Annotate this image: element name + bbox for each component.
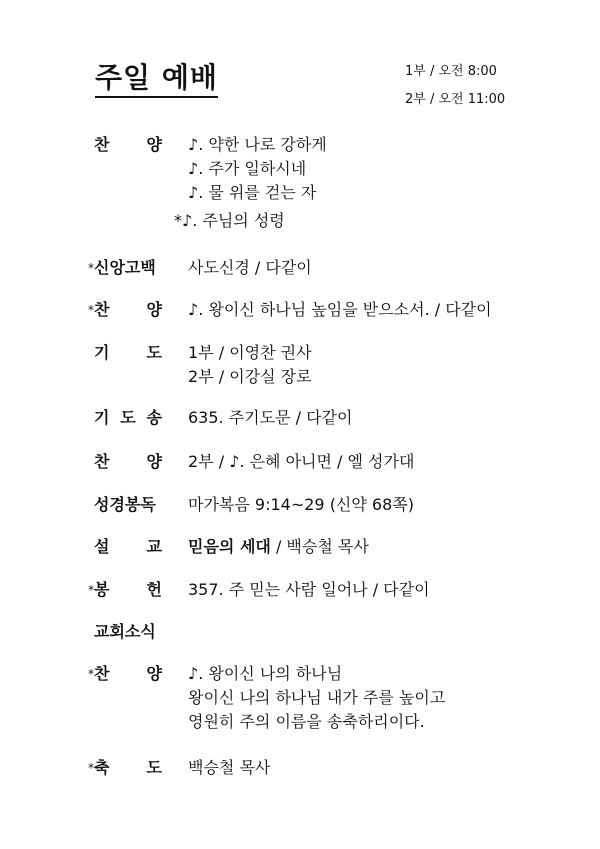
page-title: 주일 예배 — [95, 60, 218, 98]
sermon-preacher: / 백승철 목사 — [270, 537, 369, 556]
hymn-line: ♪. 주가 일하시네 — [188, 159, 307, 178]
service-time-second: 2부 / 오전 11:00 — [405, 92, 506, 107]
service-time-first: 1부 / 오전 8:00 — [405, 64, 497, 79]
order-label: 신앙고백 — [94, 258, 156, 277]
prayer-line: 2부 / 이강실 장로 — [188, 367, 312, 386]
service-schedule — [405, 58, 505, 114]
order-label: 기 도 송 — [94, 408, 162, 427]
prayer-line: 1부 / 이영찬 권사 — [188, 343, 312, 362]
stand-mark: * — [88, 667, 94, 681]
order-content: ♪. 왕이신 하나님 높임을 받으소서. / 다같이 — [188, 300, 492, 319]
order-label: 찬 양 — [94, 135, 162, 154]
order-label: 봉 헌 — [94, 580, 162, 599]
hymn-line: ♪. 왕이신 나의 하나님 — [188, 664, 343, 683]
hymn-line-starred: *♪. 주님의 성령 — [174, 211, 285, 230]
order-label: 축 도 — [94, 758, 162, 777]
hymn-line: ♪. 물 위를 걷는 자 — [188, 183, 317, 202]
order-content: 사도신경 / 다같이 — [188, 258, 312, 277]
order-content: 357. 주 믿는 사람 일어나 / 다같이 — [188, 580, 430, 599]
order-content: 백승철 목사 — [188, 758, 271, 777]
order-label: 기 도 — [94, 343, 162, 362]
sermon-title: 믿음의 세대 — [188, 537, 271, 556]
order-label: 찬 양 — [94, 664, 162, 683]
order-label: 성경봉독 — [94, 495, 156, 514]
order-content — [188, 341, 312, 389]
hymn-line: 영원히 주의 이름을 송축하리이다. — [188, 712, 425, 731]
order-label: 설 교 — [94, 537, 162, 556]
order-label: 찬 양 — [94, 300, 162, 319]
hymn-line: ♪. 약한 나로 강하게 — [188, 135, 327, 154]
order-label: 찬 양 — [94, 452, 162, 471]
order-content — [188, 662, 445, 734]
stand-mark: * — [88, 303, 94, 317]
stand-mark: * — [88, 261, 94, 275]
hymn-line: 왕이신 나의 하나님 내가 주를 높이고 — [188, 688, 446, 707]
order-label: 교회소식 — [94, 622, 156, 641]
order-content: 2부 / ♪. 은혜 아니면 / 엘 성가대 — [188, 452, 415, 471]
stand-mark: * — [88, 761, 94, 775]
order-content: 마가복음 9:14~29 (신약 68쪽) — [188, 495, 414, 514]
order-content — [188, 535, 369, 559]
stand-mark: * — [88, 583, 94, 597]
order-content — [174, 133, 327, 233]
order-content: 635. 주기도문 / 다같이 — [188, 408, 353, 427]
